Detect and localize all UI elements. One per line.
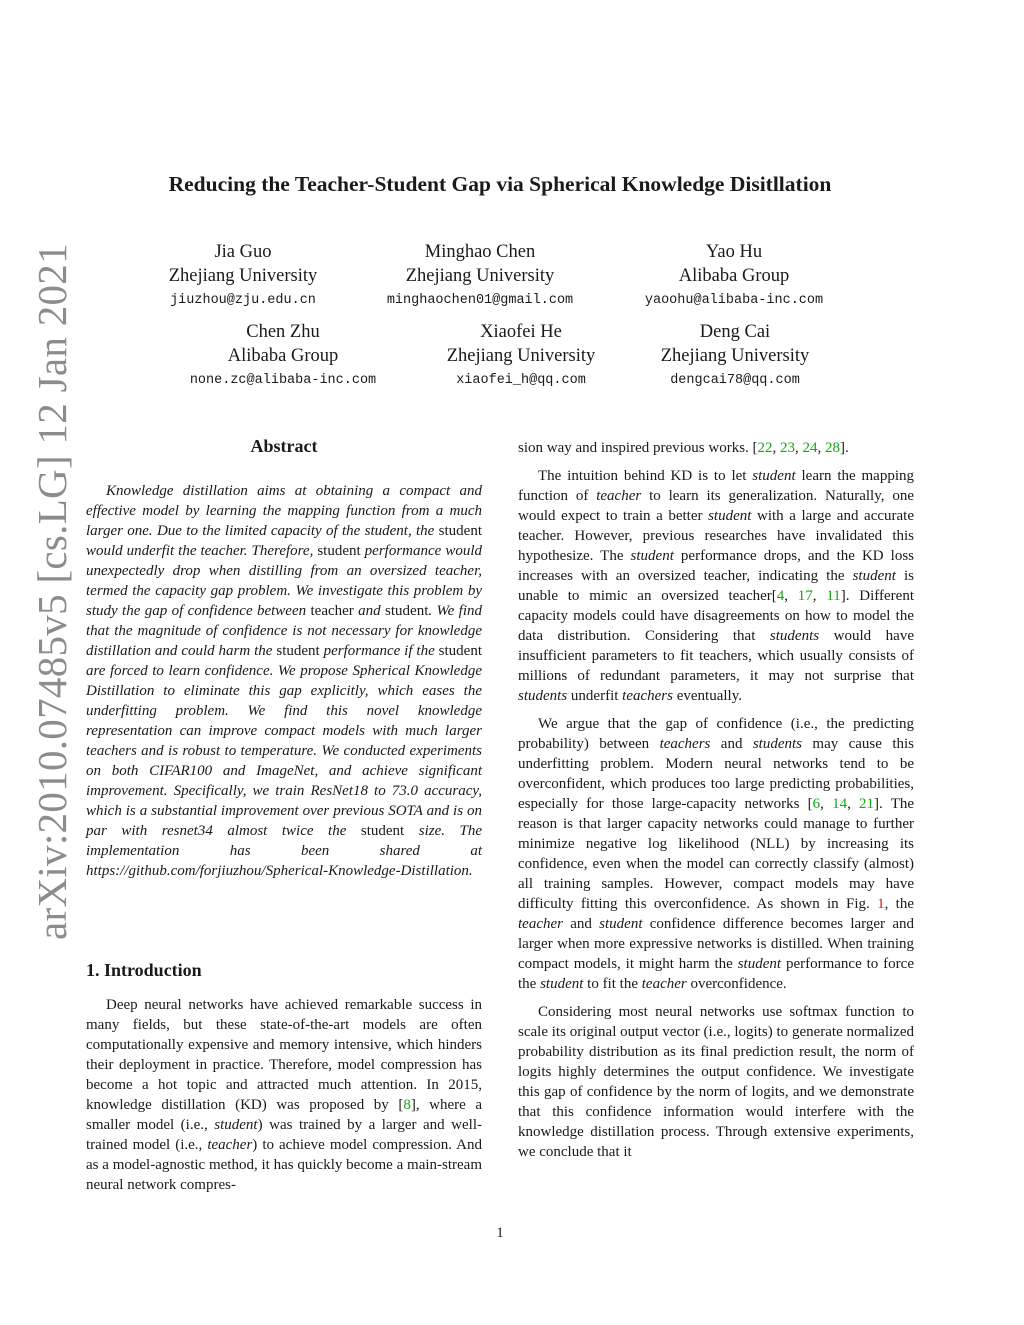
author-block <box>614 240 854 310</box>
introduction-body <box>86 995 482 1203</box>
paper-title: Reducing the Teacher-Student Gap via Spherical Knowledge Disitllation <box>168 172 832 196</box>
author-affiliation: Zhejiang University <box>405 266 555 286</box>
abstract-heading: Abstract <box>250 436 318 456</box>
paragraph: sion way and inspired previous works. [22, 23, 24, 28]. <box>518 440 849 456</box>
author-email: jiuzhou@zju.edu.cn <box>170 293 316 308</box>
author-affiliation: Zhejiang University <box>446 346 596 366</box>
author-email: none.zc@alibaba-inc.com <box>189 373 377 388</box>
citation-link[interactable]: 21 <box>859 796 875 812</box>
citation-link[interactable]: 24 <box>802 440 818 456</box>
page-number: 1 <box>496 1225 504 1241</box>
citation-link[interactable]: 8 <box>403 1097 411 1113</box>
author-name: Deng Cai <box>699 322 771 342</box>
author-email: minghaochen01@gmail.com <box>386 293 574 308</box>
author-email: yaoohu@alibaba-inc.com <box>644 293 824 308</box>
author-name: Yao Hu <box>705 242 763 262</box>
author-block <box>360 240 600 310</box>
citation-link[interactable]: 4 <box>776 588 785 604</box>
author-affiliation: Zhejiang University <box>168 266 318 286</box>
author-affiliation: Alibaba Group <box>227 346 339 366</box>
author-block <box>163 320 403 390</box>
paragraph: Deep neural networks have achieved remarkable success in many fields, but these state-of-the-art models are often computationally expensive and memory intensive, which hinders their deployment in practice. Therefore, model compression has become a hot topic and attracted much attention. In 2015, knowledge distillation (KD) was proposed by [8], where a smaller model (i.e., student) was trained by a larger and well-trained model (i.e., teacher) to achieve model compression. And as a model-agnostic method, it has quickly become a main-stream neural network compres- <box>86 997 483 1193</box>
author-name: Chen Zhu <box>246 322 320 342</box>
citation-link[interactable]: 23 <box>780 440 796 456</box>
author-name: Xiaofei He <box>480 322 562 342</box>
citation-link[interactable]: 11 <box>826 588 841 604</box>
citation-link[interactable]: 22 <box>757 440 773 456</box>
arxiv-identifier: arXiv:2010.07485v5 [cs.LG] 12 Jan 2021 <box>29 243 75 940</box>
author-affiliation: Zhejiang University <box>660 346 810 366</box>
author-name: Minghao Chen <box>424 242 536 262</box>
author-email: xiaofei_h@qq.com <box>456 373 586 388</box>
paragraph: We argue that the gap of confidence (i.e., the predicting probability) between teachers and students may cause this underfitting problem. Modern neural networks tend to be overconfident, which produces too large predicting probabilities, especially for those large-capacity networks [6, 14, 21]. The reason is that larger capacity networks could manage to further minimize negative log likelihood (NLL) by increasing its confidence, even when the model can correctly classify (almost) all training samples. However, compact models may have difficulty fitting this overconfidence. As shown in Fig. 1, the teacher and student confidence difference becomes larger and larger when more expressive networks is distilled. When training compact models, it might harm the student performance to force the student to fit the teacher overconfidence. <box>518 716 915 992</box>
citation-link[interactable]: 28 <box>825 440 841 456</box>
author-block <box>123 240 363 310</box>
citation-link[interactable]: 6 <box>812 796 821 812</box>
author-email: dengcai78@qq.com <box>670 373 800 388</box>
citation-link[interactable]: 17 <box>797 588 813 604</box>
right-column <box>518 438 914 1170</box>
paragraph: Considering most neural networks use softmax function to scale its original output vector (i.e., logits) to generate normalized probability distribution as its final prediction result, the norm of logits highly determines the output confidence. We investigate this gap of confidence by the norm of logits, and we demonstrate that this confidence information would interfere with the knowledge distillation process. Through extensive experiments, we conclude that it <box>518 1004 914 1160</box>
abstract-body: Knowledge distillation aims at obtaining a compact and effective model by learning the mapping function from a much larger one. Due to the limited capacity of the student, the student would underfit the teacher. Therefore, student performance would unexpectedly drop when distilling from an oversized teacher, termed the capacity gap problem. We investigate this problem by study the gap of confidence between teacher and student. We find that the magnitude of confidence is not necessary for knowledge distillation and could harm the student performance if the student are forced to learn confidence. We propose Spherical Knowledge Distillation to eliminate this gap explicitly, which eases the underfitting problem. We find this novel knowledge representation can improve compact models with much larger teachers and is robust to temperature. We conducted experiments on both CIFAR100 and ImageNet, and achieve significant improvement. Specifically, we train ResNet18 to 73.0 accuracy, which is a substantial improvement over previous SOTA and is on par with resnet34 almost twice the student size. The implementation has been shared at https://github.com/forjiuzhou/Spherical-Knowledge-Distillation. <box>86 483 483 879</box>
author-block <box>401 320 641 390</box>
section-heading-introduction: 1. Introduction <box>86 960 202 980</box>
author-affiliation: Alibaba Group <box>678 266 790 286</box>
author-name: Jia Guo <box>214 242 272 262</box>
figure-reference-link[interactable]: 1 <box>877 896 885 912</box>
author-block <box>615 320 855 390</box>
citation-link[interactable]: 14 <box>832 796 848 812</box>
paragraph: The intuition behind KD is to let student learn the mapping function of teacher to learn its generalization. Naturally, one would expect to train a better student with a large and accurate teacher. However, previous researches have invalidated this hypothesize. The student performance drops, and the KD loss increases with an oversized teacher, indicating the student is unable to mimic an oversized teacher[4, 17, 11]. Different capacity models could have disagreements on how to model the data distribution. Considering that students would have insufficient parameters to fit teachers, which usually consists of millions of redundant parameters, it may not surprise that students underfit teachers eventually. <box>518 468 914 704</box>
